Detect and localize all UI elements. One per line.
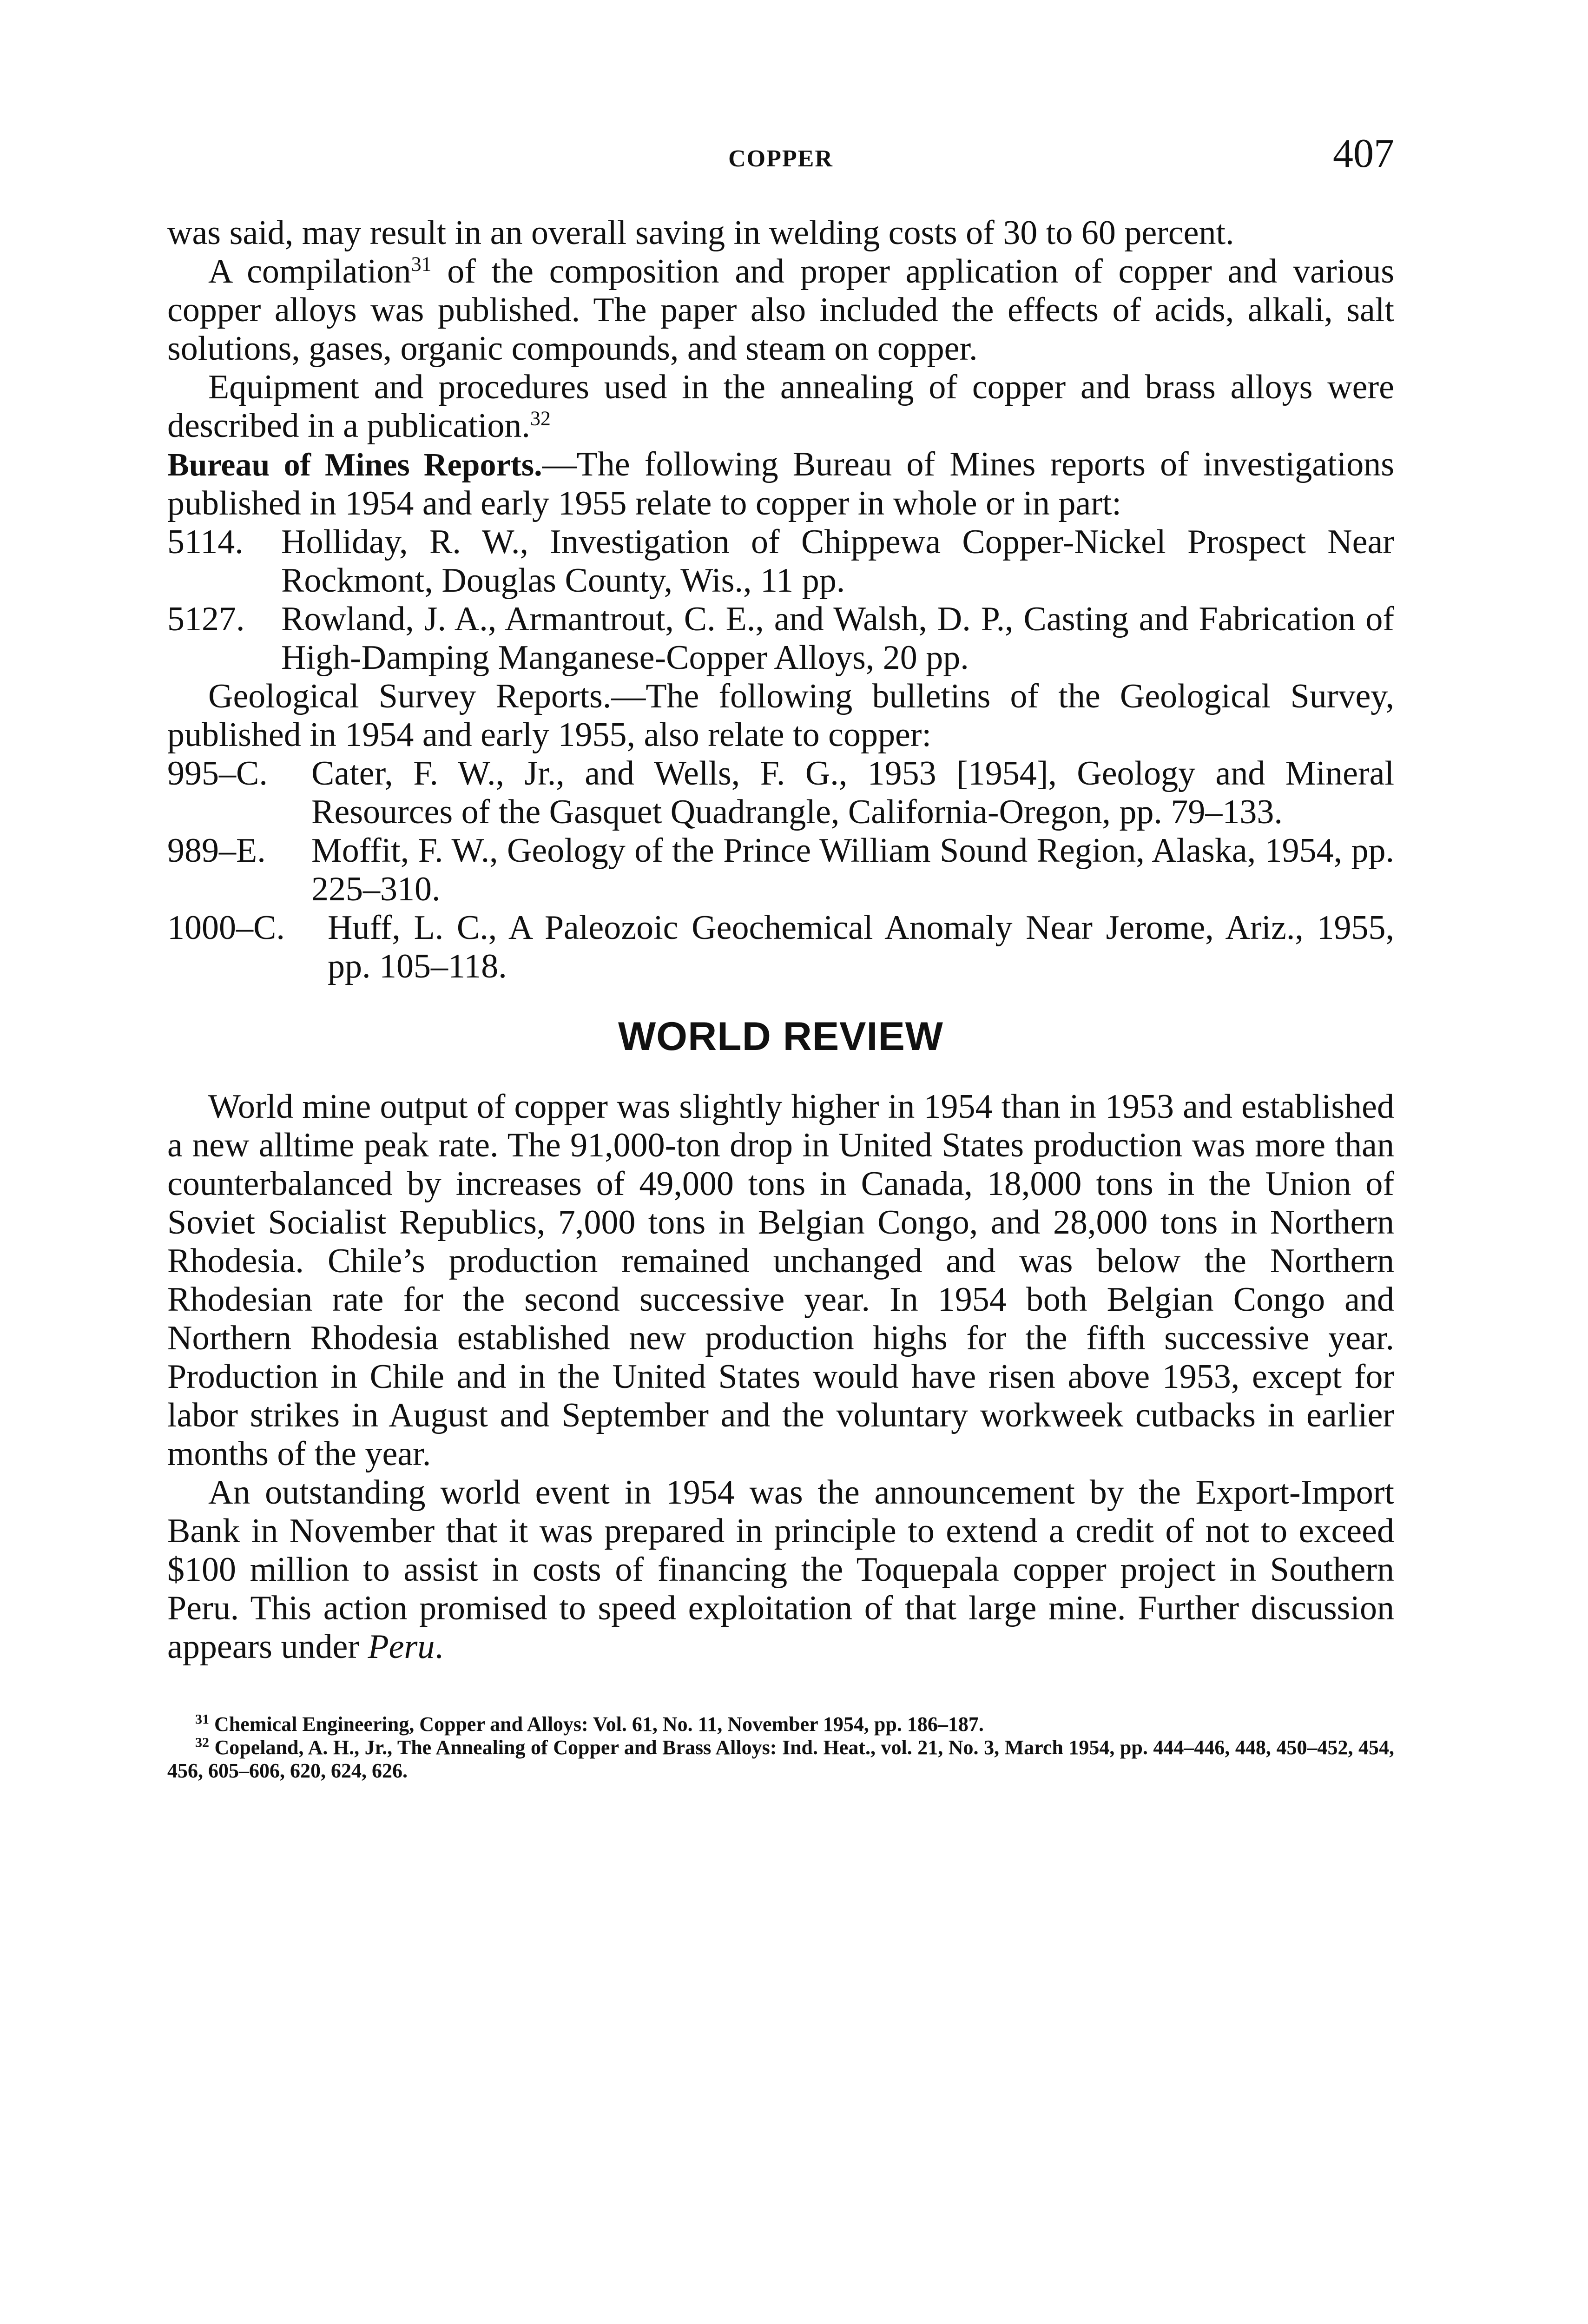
footnote-text: Chemical Engineering, Copper and Alloys: Vol. 61, No. 11, November 1954, pp. 186–187. (209, 1713, 984, 1736)
bulletin-citation: Moffit, F. W., Geology of the Prince William Sound Region, Alaska, 1954, pp. 225–310. (311, 832, 1394, 908)
page-number: 407 (1333, 131, 1394, 176)
paragraph-geological-survey (167, 677, 1394, 754)
bulletin-entry (167, 754, 1394, 832)
bulletin-entry (167, 832, 1394, 909)
paragraph-text: . (435, 1628, 443, 1666)
paragraph-text: was said, may result in an overall saving in welding costs of 30 to 60 percent. (167, 214, 1234, 252)
footnote-ref-31: 31 (411, 252, 432, 276)
paragraph-welding-savings (167, 214, 1394, 252)
paragraph-export-import-bank (167, 1473, 1394, 1666)
report-citation: Rowland, J. A., Armantrout, C. E., and Walsh, D. P., Casting and Fabrication of High-Damping Manganese-Copper Alloys, 20 pp. (281, 600, 1394, 677)
bulletin-entry (167, 909, 1394, 986)
cross-reference-peru: Peru (368, 1628, 435, 1666)
footnotes (167, 1713, 1394, 1783)
report-number: 5114. (167, 523, 244, 561)
page-header (167, 125, 1394, 191)
paragraph-text: of the composition and proper application of copper and various copper alloys was published. The paper also included the effects of acids, alkali, salt solutions, gases, organic compounds, and steam on copper. (167, 252, 1394, 368)
paragraph-world-output (167, 1088, 1394, 1473)
footnote-32 (167, 1736, 1394, 1783)
running-head: COPPER (728, 145, 833, 172)
paragraph-text: —The following Bureau of Mines reports of investigations published in 1954 and early 1955 relate to copper in whole or in part: (167, 445, 1394, 522)
paragraph-annealing (167, 368, 1394, 445)
paragraph-compilation (167, 252, 1394, 368)
paragraph-text: Equipment and procedures used in the annealing of copper and brass alloys were described in a publication. (167, 368, 1394, 445)
footnote-text: Copeland, A. H., Jr., The Annealing of Copper and Brass Alloys: Ind. Heat., vol. 21, No. 3, March 1954, pp. 444–446, 448, 450–452, 454, 456, 605–606, 620, 624, 626. (167, 1736, 1394, 1782)
report-number: 5127. (167, 600, 245, 638)
page-body (167, 214, 1394, 1783)
report-entry (167, 523, 1394, 600)
paragraph-text: An outstanding world event in 1954 was the announcement by the Export-Import Bank in November that it was prepared in principle to extend a credit of not to exceed $100 million to assist in costs of financing the Toquepala copper project in Southern Peru. This action promised to speed exploitation of that large mine. Further discussion appears under (167, 1473, 1394, 1666)
bulletin-number: 1000–C. (167, 909, 285, 947)
bureau-of-mines-lead: Bureau of Mines Reports. (167, 447, 542, 483)
bulletin-citation: Cater, F. W., Jr., and Wells, F. G., 1953 [1954], Geology and Mineral Resources of the Gasquet Quadrangle, California-Oregon, pp. 79–133. (311, 754, 1394, 831)
report-entry (167, 600, 1394, 677)
footnote-ref-32: 32 (530, 407, 551, 430)
paragraph-text: Geological Survey Reports.—The following bulletins of the Geological Survey, published in 1954 and early 1955, also relate to copper: (167, 677, 1394, 754)
bulletin-number: 995–C. (167, 754, 268, 792)
paragraph-bureau-of-mines (167, 445, 1394, 523)
bulletin-number: 989–E. (167, 832, 266, 870)
paragraph-text: World mine output of copper was slightly higher in 1954 than in 1953 and established a new alltime peak rate. The 91,000-ton drop in United States production was more than counterbalanced by increases of 49,000 tons in Canada, 18,000 tons in the Union of Soviet Socialist Republics, 7,000 tons in Belgian Congo, and 28,000 tons in Northern Rhodesia. Chile’s production remained unchanged and was below the Northern Rhodesian rate for the second successive year. In 1954 both Belgian Congo and Northern Rhodesia established new production highs for the fifth successive year. Production in Chile and in the United States would have risen above 1953, except for labor strikes in August and September and the voluntary workweek cutbacks in earlier months of the year. (167, 1088, 1394, 1473)
report-citation: Holliday, R. W., Investigation of Chippewa Copper-Nickel Prospect Near Rockmont, Douglas County, Wis., 11 pp. (281, 523, 1394, 600)
footnote-marker: 31 (195, 1711, 209, 1727)
paragraph-text: A compilation (208, 252, 411, 290)
footnote-31 (167, 1713, 1394, 1736)
section-heading-world-review: WORLD REVIEW (618, 1014, 943, 1059)
footnote-marker: 32 (195, 1735, 209, 1750)
bulletin-citation: Huff, L. C., A Paleozoic Geochemical Anomaly Near Jerome, Ariz., 1955, pp. 105–118. (328, 909, 1394, 985)
